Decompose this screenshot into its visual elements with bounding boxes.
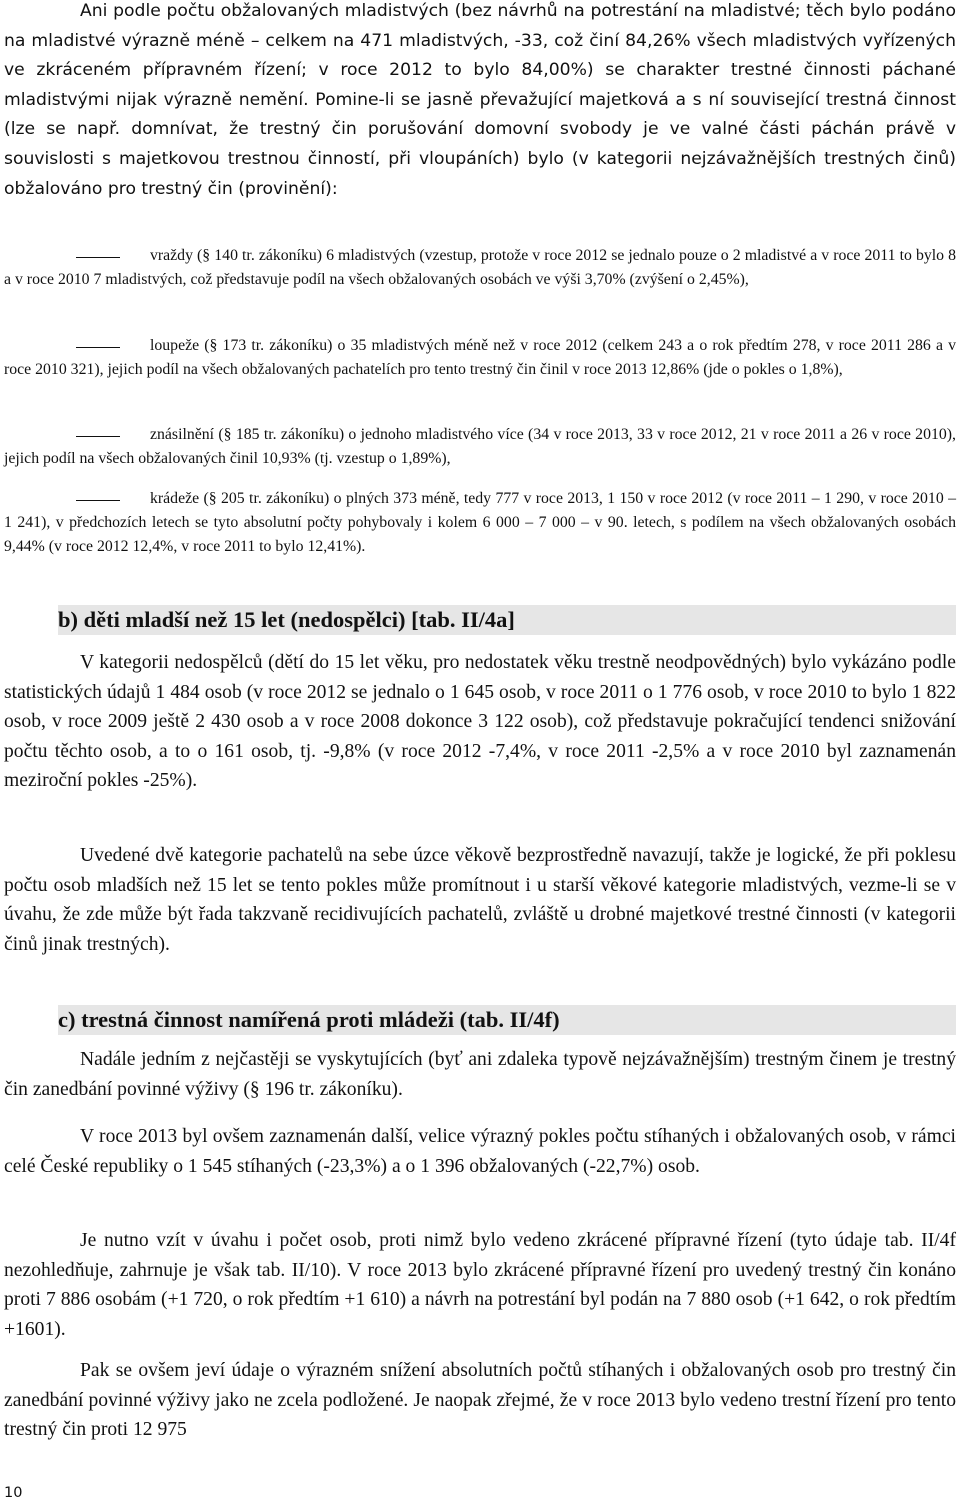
paragraph-pakse: Pak se ovšem jeví údaje o výrazném snížení absolutních počtů stíhaných i obžalovaných osob pro trestný čin zanedbání povinné výživy jako ne zcela podložené. Je naopak zřejmé, že v roce 2013 bylo vedeno trestní řízení pro tento trestný čin proti 12 975 (4, 1360, 956, 1441)
paragraph-vroce2013: V roce 2013 byl ovšem zaznamenán další, velice výrazný pokles počtu stíhaných i obžalovaných osob, v rámci celé České republiky o 1 545 stíhaných (-23,3%) a o 1 396 obžalovaných (-22,7%) osob. (4, 1126, 956, 1177)
intro-text: Ani podle počtu obžalovaných mladistvých (bez návrhů na potrestání na mladistvé; těch bylo podáno na mladistvé výrazně méně – celkem na 471 mladistvých, -33, což činí 84,26% všech mladistvých vyřízených ve zkráceném přípravném řízení; v roce 2012 to bylo 84,00%) se charakter trestné činnosti páchané mladistvými nijak výrazně nemění. Pomine-li se jasně převažující majetková a s ní související trestná činnost (lze se např. domnívat, že trestný čin porušování domovní svobody je ve valné části páchán právě v souvislosti s majetkovou trestnou činností, při vloupáních) bylo (v kategorii nejzávažnějších trestných činů) obžalováno pro trestný čin (provinění): (4, 1, 956, 199)
list-item-vrazdy: vraždy (§ 140 tr. zákoníku) 6 mladistvých (vzestup, protože v roce 2012 se jednalo pouze o 2 mladistvé a v roce 2011 to bylo 8 a v roce 2010 7 mladistvých, což představuje podíl na všech obžalovaných osobách ve výši 3,70% (zvýšení o 2,45%), (4, 247, 956, 289)
heading-b-text: děti mladší než 15 let (nedospělci) [tab. II/4a] (83, 607, 515, 632)
paragraph-intro (4, 0, 956, 204)
list-item-loupeze: loupeže (§ 173 tr. zákoníku) o 35 mladistvých méně než v roce 2012 (celkem 243 a o rok předtím 278, v roce 2011 286 a v roce 2010 321), jejich podíl na všech obžalovaných pachatelích pro tento trestný čin činil v roce 2013 12,86% (jde o pokles o 1,8%), (4, 337, 956, 379)
section-heading-c (58, 1005, 956, 1035)
list-item-znasilneni: znásilnění (§ 185 tr. zákoníku) o jednoho mladistvého více (34 v roce 2013, 33 v roce 2012, 21 v roce 2011 a 26 v roce 2010), jejich podíl na všech obžalovaných činil 10,93% (tj. vzestup o 1,89%), (4, 426, 956, 468)
list-item-kradeze: krádeže (§ 205 tr. zákoníku) o plných 373 méně, tedy 777 v roce 2013, 1 150 v roce 2012 (v roce 2011 – 1 290, v roce 2010 – 1 241), v předchozích letech se tyto absolutní počty pohybovaly i kolem 6 000 – 7 000 – v 90. letech, s podílem na všech obžalovaných osobách 9,44% (v roce 2012 12,4%, v roce 2011 to bylo 12,41%). (4, 490, 956, 556)
paragraph-jenutno: Je nutno vzít v úvahu i počet osob, proti nimž bylo vedeno zkrácené přípravné řízení (tyto údaje tab. II/4f nezohledňuje, zahrnuje je však tab. II/10). V roce 2013 bylo zkrácené přípravné řízení pro uvedený trestný čin konáno proti 7 886 osobám (+1 720, o rok předtím +1 610) a návrh na potrestání byl podán na 7 880 osob (+1 642, o rok předtím +1601). (4, 1230, 956, 1340)
heading-c-text: c) trestná činnost namířená proti mládeži (tab. II/4f) (58, 1007, 560, 1032)
section-heading-b (58, 605, 956, 635)
heading-b-marker: b) (58, 607, 79, 632)
paragraph-nadale: Nadále jedním z nejčastěji se vyskytujících (byť ani zdaleka typově nejzávažnějším) trestným činem je trestný čin zanedbání povinné výživy (§ 196 tr. zákoníku). (4, 1049, 956, 1100)
page-number: 10 (4, 1485, 23, 1501)
paragraph-uvedene: Uvedené dvě kategorie pachatelů na sebe úzce věkově bezprostředně navazují, takže je logické, že při poklesu počtu osob mladších než 15 let se tento pokles může promítnout i u starší věkové kategorie mladistvých, vezme-li se v úvahu, že zde může být řada takzvaně recidivujících pachatelů, zvláště u drobné majetkové trestné činnosti (v kategorii činů jinak trestných). (4, 845, 956, 955)
paragraph-nedospelci: V kategorii nedospělců (dětí do 15 let věku, pro nedostatek věku trestně neodpovědných) bylo vykázáno podle statistických údajů 1 484 osob (v roce 2012 se jednalo o 1 645 osob, v roce 2011 o 1 776 osob, v roce 2010 to bylo 1 822 osob, v roce 2009 ještě 2 430 osob a v roce 2008 dokonce 3 122 osob), což představuje pokračující tendenci snižování počtu těchto osob, a to o 161 osob, tj. -9,8% (v roce 2012 -7,4%, v roce 2011 -2,5% a v roce 2010 byl zaznamenán meziroční pokles -25%). (4, 652, 956, 792)
